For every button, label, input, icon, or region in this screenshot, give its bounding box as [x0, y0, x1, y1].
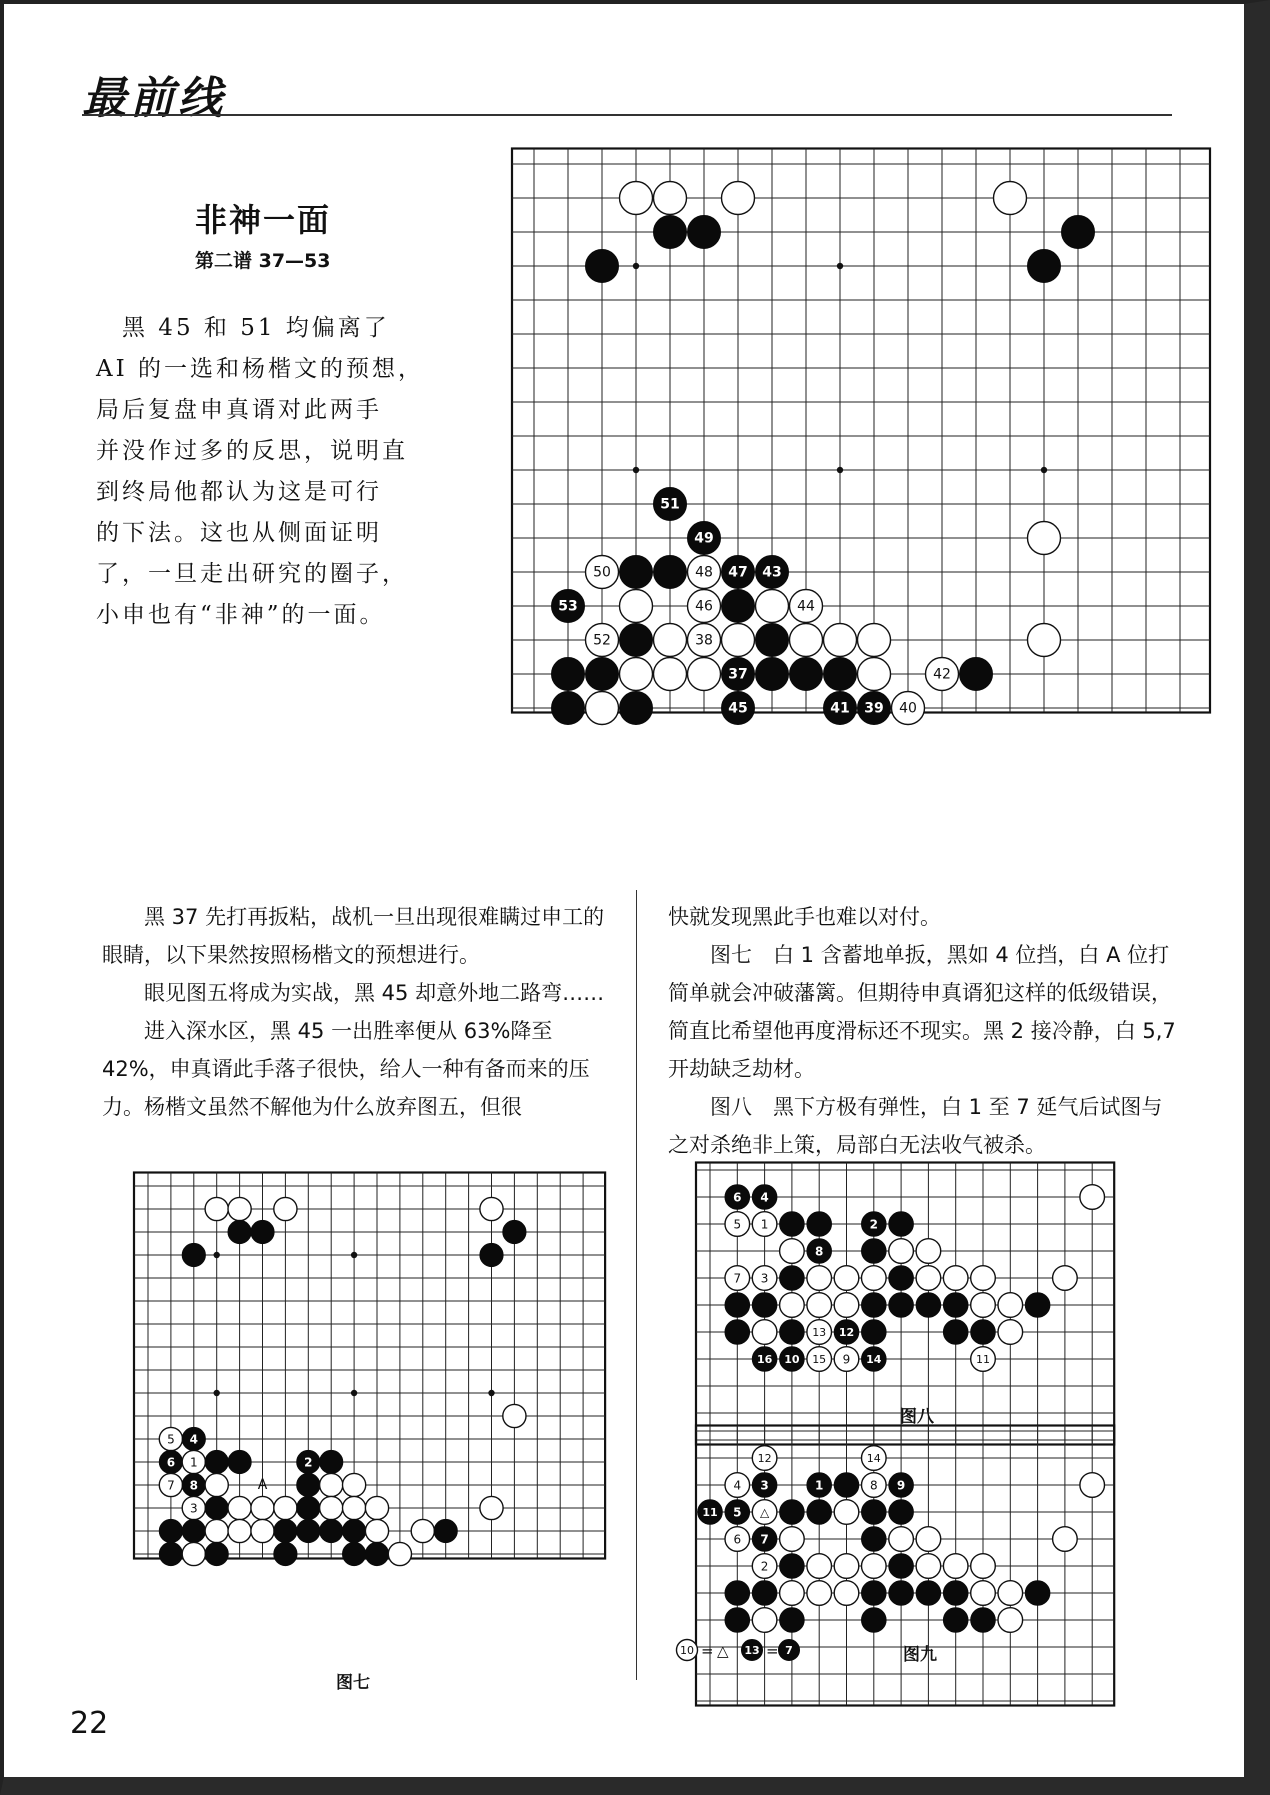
figure-7-board [124, 1172, 596, 1607]
move-number: 3 [760, 1478, 769, 1493]
move-number: 49 [694, 530, 714, 547]
black-stone [807, 1500, 832, 1525]
white-stone [858, 658, 891, 691]
black-stone [780, 1212, 805, 1237]
white-stone [1053, 1266, 1078, 1291]
figure-9-caption: 图九 [903, 1645, 937, 1665]
black-stone [756, 658, 789, 691]
move-number: 38 [695, 632, 713, 649]
move-number: 46 [695, 598, 713, 615]
black-stone [654, 216, 687, 249]
white-stone [320, 1473, 343, 1496]
black-stone [620, 692, 653, 725]
white-stone [916, 1266, 941, 1291]
white-stone [780, 1293, 805, 1318]
move-number: 1 [189, 1455, 198, 1470]
white-stone [780, 1239, 805, 1264]
white-stone [388, 1542, 411, 1565]
black-stone [1028, 250, 1061, 283]
white-stone [998, 1608, 1023, 1633]
black-stone [943, 1608, 968, 1633]
black-stone [228, 1450, 251, 1473]
move-number: 42 [933, 666, 951, 683]
white-stone [503, 1404, 526, 1427]
black-stone [752, 1293, 777, 1318]
black-stone [722, 590, 755, 623]
paragraph: 眼见图五将成为实战，黑 45 却意外地二路弯…… [144, 981, 605, 1005]
intro-line: 黑 45 和 51 均偏离了 [96, 315, 390, 341]
move-number: 44 [797, 598, 815, 615]
white-stone [620, 590, 653, 623]
white-stone [971, 1293, 996, 1318]
white-stone [205, 1197, 228, 1220]
paragraph: 进入深水区，黑 45 一出胜率便从 63%降至 42%，申真谞此手落子很快，给人一种有备而来的压力。杨楷文虽然不解他为什么放弃图五，但很 [102, 1019, 590, 1119]
move-number: 45 [728, 700, 748, 717]
white-stone [1080, 1473, 1105, 1498]
move-number: 3 [189, 1501, 198, 1516]
note-equals: = [701, 1642, 714, 1660]
white-stone [943, 1266, 968, 1291]
board-frame [512, 149, 1210, 713]
white-stone [998, 1581, 1023, 1606]
white-stone [480, 1197, 503, 1220]
black-stone [503, 1220, 526, 1243]
black-stone [960, 658, 993, 691]
intro-line: 到终局他都认为这是可行 [96, 479, 382, 505]
left-column [102, 898, 610, 1126]
white-stone [688, 658, 721, 691]
white-stone [889, 1239, 914, 1264]
figure-7-caption: 图七 [336, 1673, 370, 1693]
black-stone [297, 1519, 320, 1542]
black-stone [780, 1500, 805, 1525]
star-point [633, 263, 639, 269]
move-number: 8 [189, 1478, 198, 1493]
black-stone [780, 1554, 805, 1579]
move-number: 7 [167, 1478, 175, 1493]
move-number: 8 [869, 1478, 878, 1493]
right-column [668, 898, 1178, 1164]
black-stone [756, 624, 789, 657]
white-stone [780, 1581, 805, 1606]
black-stone [943, 1293, 968, 1318]
move-number: 53 [558, 598, 578, 615]
move-number: 10 [784, 1353, 800, 1366]
move-number: 1 [760, 1217, 769, 1232]
black-stone [434, 1519, 457, 1542]
white-stone [824, 624, 857, 657]
white-stone [205, 1519, 228, 1542]
star-point [351, 1390, 357, 1396]
header-rule [82, 114, 1172, 116]
star-point [351, 1252, 357, 1258]
black-stone [916, 1581, 941, 1606]
move-number: 2 [304, 1455, 313, 1470]
white-stone [916, 1239, 941, 1264]
black-stone [916, 1293, 941, 1318]
black-stone [251, 1220, 274, 1243]
white-stone [752, 1320, 777, 1345]
move-number: 48 [695, 564, 713, 581]
white-stone [1028, 624, 1061, 657]
white-stone [1028, 522, 1061, 555]
white-stone [862, 1554, 887, 1579]
move-number: 43 [762, 564, 782, 581]
move-number: 6 [733, 1532, 742, 1547]
page-number: 22 [70, 1706, 109, 1741]
move-number: 11 [976, 1353, 990, 1366]
black-stone [889, 1293, 914, 1318]
move-number: 15 [812, 1353, 827, 1366]
move-number: 47 [728, 564, 748, 581]
move-number: 40 [899, 700, 917, 717]
move-number: 50 [593, 564, 611, 581]
move-number: 11 [702, 1506, 718, 1519]
intro-line: 小申也有“非神”的一面。 [96, 602, 386, 628]
black-stone [889, 1266, 914, 1291]
white-stone [834, 1266, 859, 1291]
black-stone [725, 1608, 750, 1633]
black-stone [343, 1542, 366, 1565]
black-stone [862, 1293, 887, 1318]
black-stone [780, 1266, 805, 1291]
black-stone [725, 1581, 750, 1606]
white-stone [343, 1496, 366, 1519]
board-mark: A [257, 1477, 268, 1493]
white-stone [654, 658, 687, 691]
black-stone [824, 658, 857, 691]
black-stone [889, 1554, 914, 1579]
intro-line: 了，一旦走出研究的圈子， [96, 561, 408, 587]
move-number: 6 [733, 1190, 742, 1205]
move-number: 6 [166, 1455, 176, 1470]
white-stone [807, 1581, 832, 1606]
black-stone [725, 1320, 750, 1345]
move-number: 12 [757, 1452, 772, 1465]
star-point [633, 467, 639, 473]
white-stone [274, 1197, 297, 1220]
white-stone [998, 1293, 1023, 1318]
black-stone [752, 1581, 777, 1606]
white-stone [1080, 1185, 1105, 1210]
black-stone [688, 216, 721, 249]
intro-line: 局后复盘申真谞对此两手 [96, 397, 382, 423]
figure-8-board [685, 1162, 1175, 1394]
note-triangle: △ [717, 1642, 729, 1660]
white-stone [182, 1542, 205, 1565]
white-stone [889, 1527, 914, 1552]
note-black-num: 13 [744, 1644, 760, 1657]
white-stone [998, 1320, 1023, 1345]
black-stone [586, 250, 619, 283]
black-stone [320, 1450, 343, 1473]
black-stone [205, 1450, 228, 1473]
star-point [488, 1390, 494, 1396]
white-stone [916, 1554, 941, 1579]
black-stone [725, 1293, 750, 1318]
white-stone [780, 1527, 805, 1552]
black-stone [1025, 1293, 1050, 1318]
white-stone [1053, 1527, 1078, 1552]
white-stone [834, 1554, 859, 1579]
move-number: 37 [728, 666, 748, 683]
black-stone [274, 1542, 297, 1565]
black-stone [320, 1519, 343, 1542]
black-stone [780, 1320, 805, 1345]
white-stone [994, 182, 1027, 215]
paragraph: 图八 黑下方极有弹性，白 1 至 7 延气后试图与之对杀绝非上策，局部白无法收气被杀。 [668, 1095, 1163, 1157]
black-stone [807, 1212, 832, 1237]
white-stone [654, 624, 687, 657]
move-number: △ [759, 1505, 770, 1520]
black-stone [889, 1581, 914, 1606]
black-stone [862, 1320, 887, 1345]
paragraph: 黑 37 先打再扳粘，战机一旦出现很难瞒过申工的眼睛，以下果然按照杨楷文的预想进行。 [102, 905, 605, 967]
black-stone [620, 624, 653, 657]
intro-line: 的下法。这也从侧面证明 [96, 520, 382, 546]
black-stone [862, 1527, 887, 1552]
black-stone [1062, 216, 1095, 249]
white-stone [620, 182, 653, 215]
white-stone [654, 182, 687, 215]
article-title: 非神一面 [195, 201, 332, 239]
note-equals: = [766, 1642, 779, 1660]
section-header: 最前线 [82, 73, 226, 124]
black-stone [971, 1320, 996, 1345]
article-subtitle: 第二谱 37—53 [195, 250, 331, 272]
figure-9-board [685, 1425, 1175, 1653]
column-divider [636, 890, 637, 1680]
move-number: 3 [760, 1271, 769, 1286]
black-stone [889, 1500, 914, 1525]
white-stone [943, 1554, 968, 1579]
white-stone [834, 1500, 859, 1525]
black-stone [620, 556, 653, 589]
black-stone [552, 658, 585, 691]
main-go-board [503, 148, 1153, 793]
black-stone [862, 1608, 887, 1633]
white-stone [807, 1554, 832, 1579]
black-stone [862, 1500, 887, 1525]
black-stone [182, 1243, 205, 1266]
black-stone [480, 1243, 503, 1266]
white-stone [228, 1519, 251, 1542]
move-number: 4 [760, 1190, 769, 1205]
white-stone [971, 1266, 996, 1291]
black-stone [274, 1519, 297, 1542]
white-stone [586, 692, 619, 725]
star-point [214, 1390, 220, 1396]
black-stone [654, 556, 687, 589]
white-stone [620, 658, 653, 691]
move-number: 14 [866, 1353, 882, 1366]
black-stone [343, 1519, 366, 1542]
black-stone [971, 1608, 996, 1633]
intro-line: AI 的一选和杨楷文的预想， [96, 356, 425, 382]
black-stone [205, 1542, 228, 1565]
black-stone [297, 1496, 320, 1519]
move-number: 5 [733, 1217, 742, 1232]
black-stone [889, 1212, 914, 1237]
move-number: 12 [838, 1326, 855, 1339]
white-stone [807, 1266, 832, 1291]
black-stone [552, 692, 585, 725]
move-number: 51 [660, 496, 680, 513]
black-stone [834, 1473, 859, 1498]
move-number: 13 [812, 1326, 827, 1339]
black-stone [862, 1239, 887, 1264]
white-stone [834, 1581, 859, 1606]
white-stone [365, 1496, 388, 1519]
star-point [1041, 467, 1047, 473]
black-stone [780, 1608, 805, 1633]
black-stone [159, 1519, 182, 1542]
move-number: 5 [167, 1432, 175, 1447]
move-number: 2 [760, 1559, 769, 1574]
black-stone [159, 1542, 182, 1565]
intro-text [96, 308, 456, 636]
white-stone [411, 1519, 434, 1542]
white-stone [365, 1519, 388, 1542]
white-stone [228, 1197, 251, 1220]
white-stone [205, 1473, 228, 1496]
white-stone [722, 182, 755, 215]
black-stone [182, 1519, 205, 1542]
move-number: 14 [866, 1452, 881, 1465]
move-number: 7 [760, 1532, 769, 1547]
black-stone [943, 1320, 968, 1345]
white-stone [971, 1554, 996, 1579]
move-number: 1 [815, 1478, 824, 1493]
move-number: 8 [815, 1244, 824, 1259]
move-number: 52 [593, 632, 611, 649]
move-number: 5 [733, 1505, 742, 1520]
white-stone [251, 1496, 274, 1519]
white-stone [480, 1496, 503, 1519]
move-number: 2 [869, 1217, 878, 1232]
move-number: 41 [830, 700, 850, 717]
black-stone [862, 1581, 887, 1606]
white-stone [228, 1496, 251, 1519]
white-stone [971, 1581, 996, 1606]
move-number: 16 [756, 1353, 773, 1366]
white-stone [858, 624, 891, 657]
star-point [837, 263, 843, 269]
white-stone [251, 1519, 274, 1542]
paragraph: 图七 白 1 含蓄地单扳，黑如 4 位挡，白 A 位打简单就会冲破藩篱。但期待申真谞犯这样的低级错误，简直比希望他再度滑标还不现实。黑 2 接冷静，白 5,7 开劫缺乏劫材。 [668, 943, 1176, 1081]
white-stone [320, 1496, 343, 1519]
move-number: 39 [864, 700, 884, 717]
black-stone [297, 1473, 320, 1496]
white-stone [790, 624, 823, 657]
move-number: 9 [842, 1352, 851, 1367]
white-stone [752, 1608, 777, 1633]
figure-9-note [676, 1638, 836, 1668]
white-stone [807, 1293, 832, 1318]
figure-8-caption: 图八 [900, 1407, 934, 1427]
black-stone [586, 658, 619, 691]
black-stone [228, 1220, 251, 1243]
black-stone [1025, 1581, 1050, 1606]
black-stone [205, 1496, 228, 1519]
paragraph-continuation: 快就发现黑此手也难以对付。 [668, 905, 941, 929]
move-number: 9 [896, 1478, 906, 1493]
black-stone [943, 1581, 968, 1606]
white-stone [343, 1473, 366, 1496]
note-black-num: 7 [785, 1644, 793, 1657]
white-stone [274, 1496, 297, 1519]
intro-line: 并没作过多的反思，说明直 [96, 438, 408, 464]
move-number: 4 [189, 1432, 198, 1447]
star-point [214, 1252, 220, 1258]
white-stone [834, 1293, 859, 1318]
black-stone [365, 1542, 388, 1565]
star-point [837, 467, 843, 473]
white-stone [862, 1266, 887, 1291]
white-stone [722, 624, 755, 657]
black-stone [790, 658, 823, 691]
move-number: 4 [733, 1478, 742, 1493]
white-stone [916, 1527, 941, 1552]
note-white-num: 10 [680, 1644, 694, 1657]
move-number: 7 [733, 1271, 742, 1286]
white-stone [756, 590, 789, 623]
